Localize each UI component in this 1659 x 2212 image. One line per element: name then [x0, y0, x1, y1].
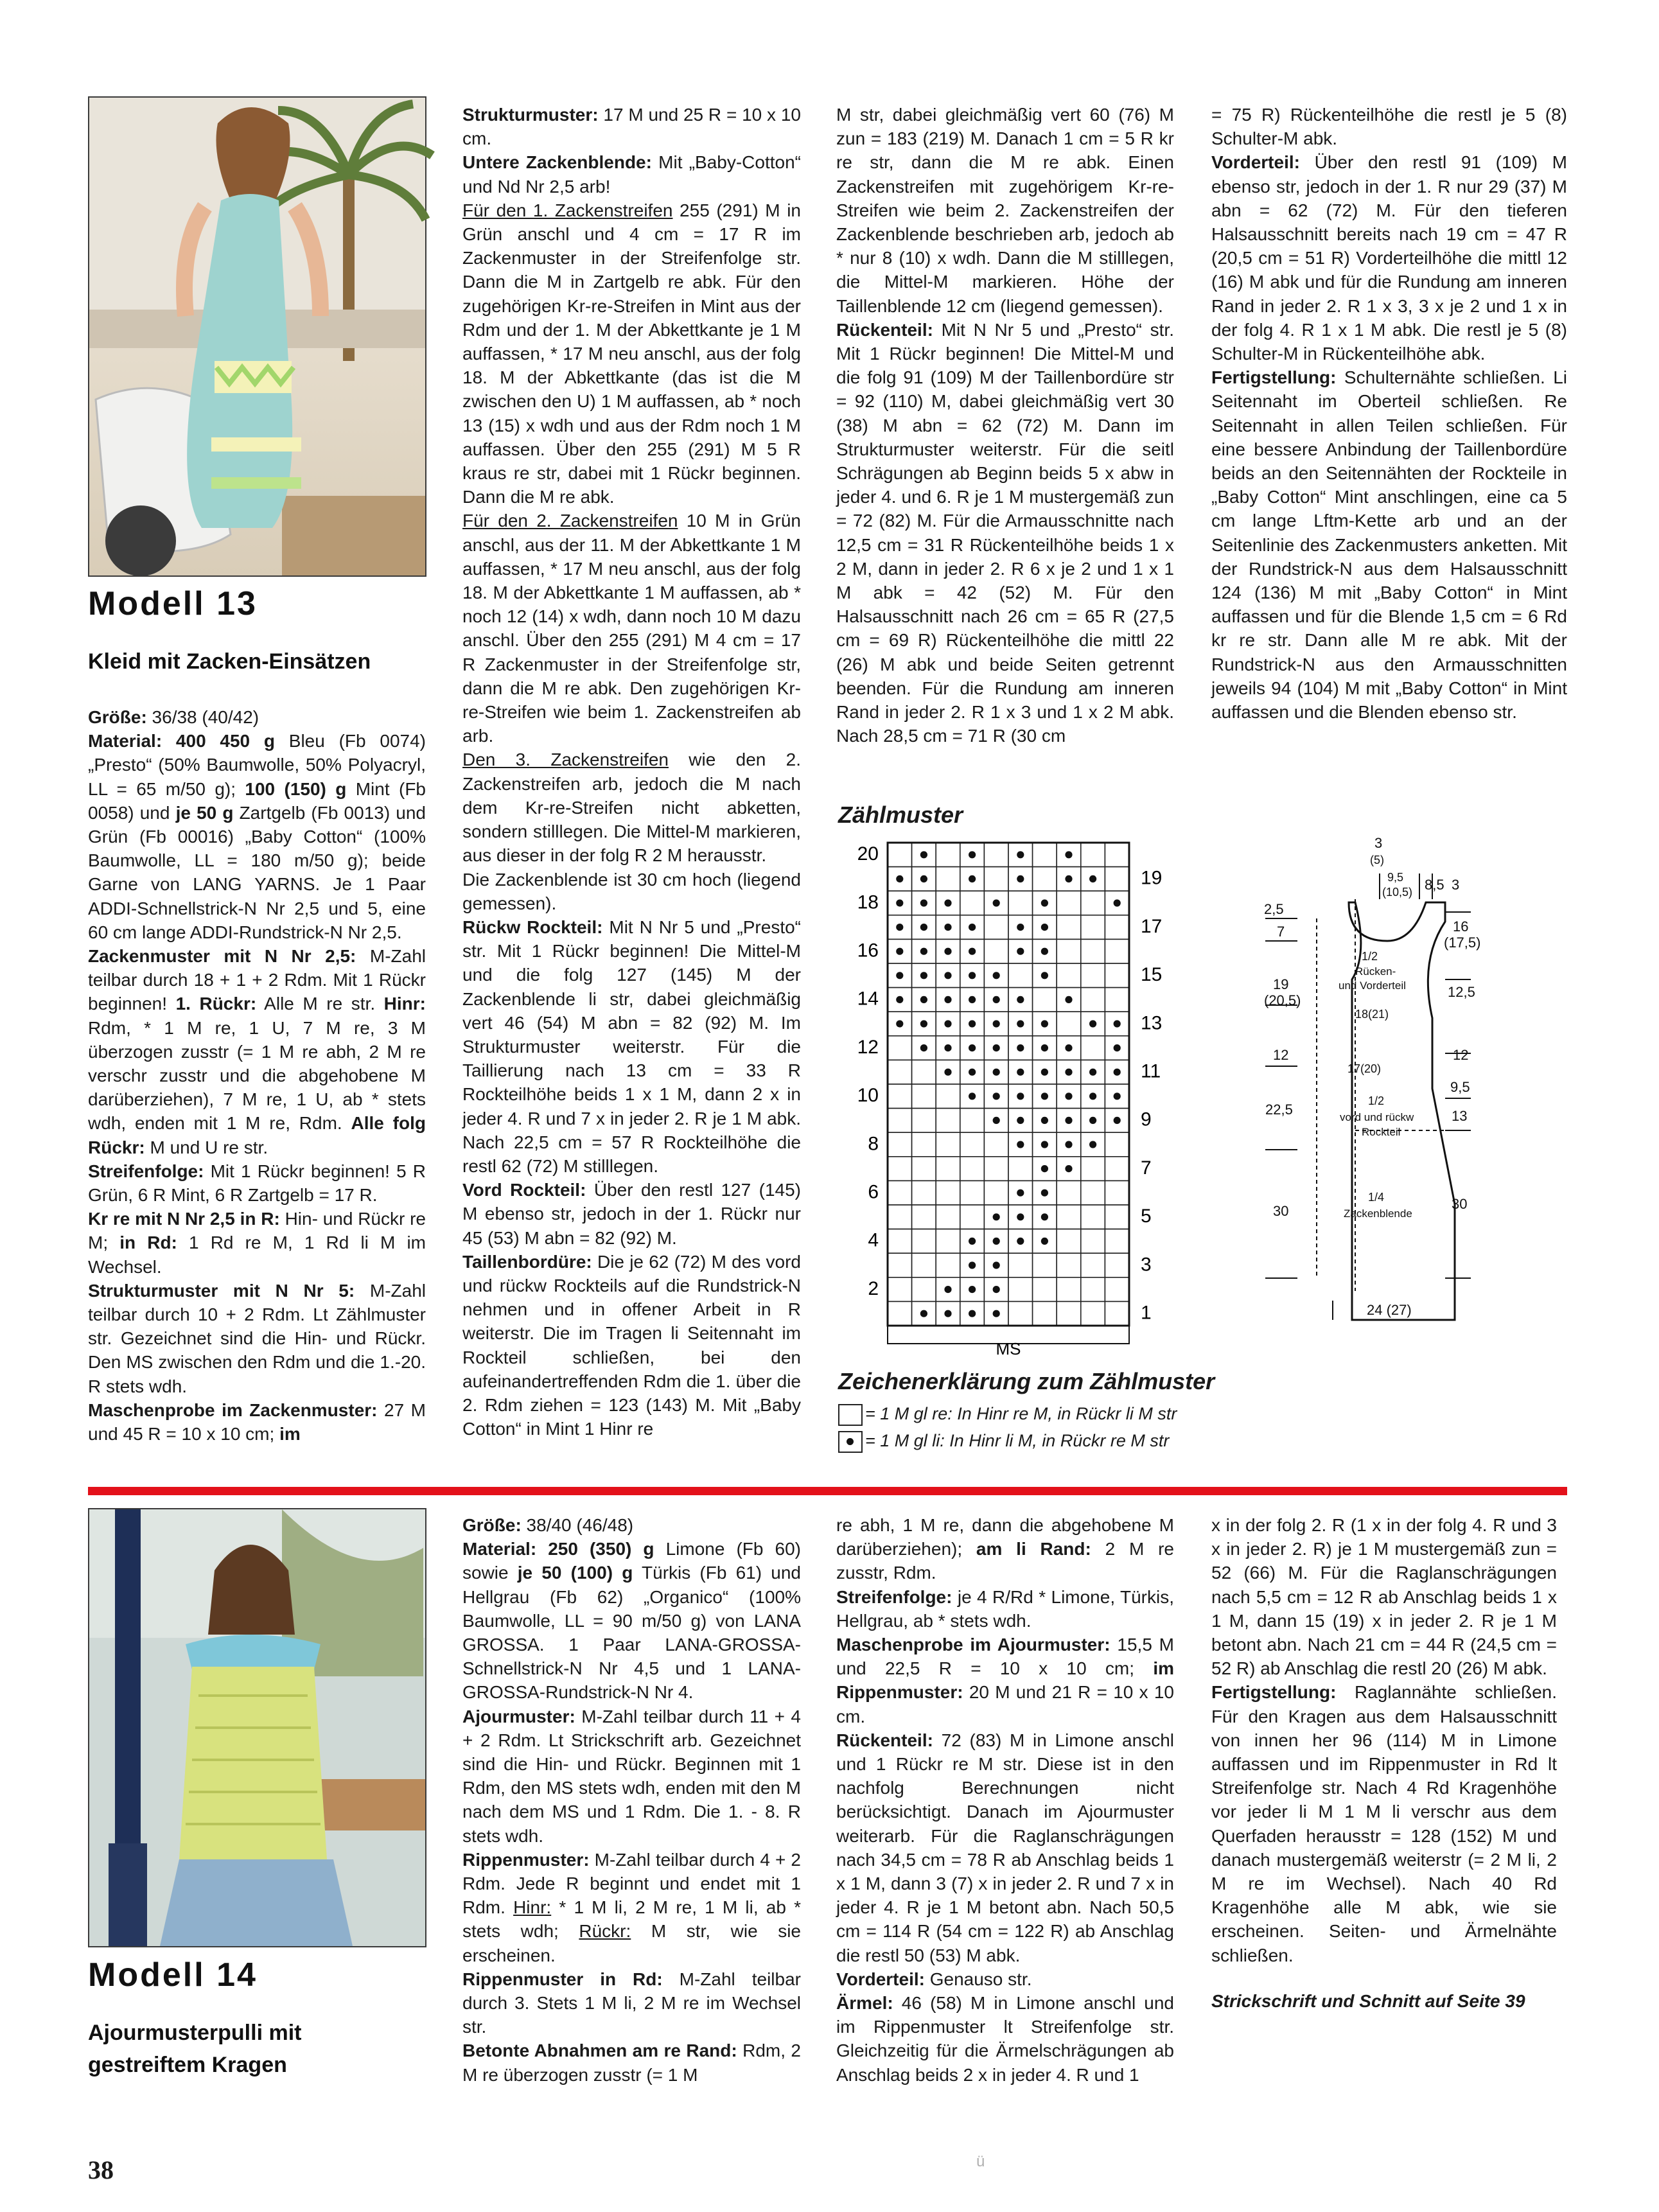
chart-dot — [1017, 1093, 1024, 1100]
chart-dot — [944, 1069, 951, 1076]
chart-cell — [936, 1132, 960, 1157]
sch-l2: 7 — [1277, 924, 1285, 940]
sch-r1b: (17,5) — [1444, 935, 1481, 951]
chart-row-label-right: 1 — [1141, 1302, 1152, 1324]
chart-cell — [1057, 1229, 1081, 1254]
sch-neck2: (10,5) — [1382, 886, 1413, 899]
chart-cell — [888, 1060, 912, 1084]
chart-dot — [896, 924, 903, 931]
model-13-text-col2: Strukturmuster: 17 M und 25 R = 10 x 10 cm. Untere Zackenblende: Mit „Baby-Cotton“ und Nd Nr 2,5 arb! Für den 1. Zackenstreifen 255 (291) M in Grün anschl und 4 cm = 17 R im Zackenmuster in der Streifenfolge str. Dann die M in Zartgelb re abk. Für den zugehörigen Kr-re-Streifen in Mint aus der Rdm und der 1. M der Abkettkante je 1 M auffassen, * 17 M neu anschl, aus der folg 18. M der Abkettkante (das ist die M zwischen den U) 1 M auffassen, ab * noch 13 (15) x wdh und aus der Rdm noch 1 M auffassen. Über den 255 (291) M 5 R kraus re str, dabei mit 1 Rückr beginnen. Dann die M re abk. Für den 2. Zackenstreifen 10 M in Grün anschl, aus der 11. M der Abkettkante 1 M auffassen, * 17 M neu anschl, aus der folg 18. M der Abkettkante 1 M auffassen, ab * noch 12 (14) x wdh, dann noch 10 M dazu anschl. Über den 255 (291) M 4 cm = 17 R Zackenmuster in der Streifenfolge str, dann die M re abk. Den zugehörigen Kr-re-Streifen wie beim 1. Zackenstreifen ab arb. Den 3. Zackenstreifen wie den 2. Zackenstreifen arb, jedoch die M nach dem Kr-re-Streifen nicht abketten, sondern stilllegen. Die Mittel-M markieren, aus dieser in der folg R 2 M herausstr. Die Zackenblende ist 30 cm hoch (liegend gemessen). Rückw Rockteil: Mit N Nr 5 und „Presto“ str. Mit 1 Rückr beginnen! Die Mittel-M und die folg 127 (145) M der Zackenblende li str, dabei gleichmäßig vert 46 (54) M abn = 82 (92) M. Im Strukturmuster weiterstr. Für die Taillierung nach 13 cm = 33 R Rockteilhöhe beids 1 x 1 M, dann 2 x in jeder 4. R und 7 x in jeder 2. R je 1 M abk. Nach 22,5 cm = 57 R Rockteilhöhe die restl 62 (72) M stilllegen. Vord Rockteil: Über den restl 127 (145) M ebenso str, jedoch in der 1. Rückr nur 45 (53) M abn = 82 (92) M. Taillenbordüre: Die je 62 (72) M des vord und rückw Rockteils auf die Rundstrick-N nehmen und in offener Arbeit in R weiterstr. Die im Tragen li Seitennaht im Rockteil schließen, bei den aufeinandertreffenden Rdm die 1. über die 2. Rdm ziehen = 123 (143) M. Mit „Baby Cotton“ in Mint 1 Hinr re — [462, 105, 802, 1439]
model-13-photo-illustration — [89, 98, 425, 575]
chart-dot — [969, 1020, 976, 1027]
chart-dot — [896, 875, 903, 882]
chart-dot — [1065, 1044, 1072, 1051]
sch-r2: 12,5 — [1448, 984, 1475, 1000]
model-13-photo — [88, 96, 426, 577]
chart-dot — [969, 924, 976, 931]
chart-cell — [888, 1301, 912, 1326]
chart-title: Zählmuster — [838, 802, 963, 828]
chart-dot — [969, 1261, 976, 1268]
sch-m1b: Rücken- — [1355, 965, 1396, 978]
chart-dot — [944, 1310, 951, 1317]
chart-cell — [1105, 1132, 1129, 1157]
chart-dot — [1041, 1141, 1048, 1148]
counting-chart — [835, 835, 1163, 1362]
chart-cell — [888, 1157, 912, 1181]
chart-cell — [960, 891, 985, 915]
sch-m4c: Rockteil — [1362, 1126, 1401, 1138]
model-13-text-col4: = 75 R) Rückenteilhöhe die restl je 5 (8) Schulter-M abk. Vorderteil: Über den restl 91 (109) M ebenso str, jedoch in der 1. R nur 29 (37) M abn = 62 (72) M. Für den tieferen Halsausschnitt bereits nach 19 cm = 47 R (20,5 cm = 51 R) Vorderteilhöhe die mittl 12 (16) M abk und für die Rundung am inneren Rand in jeder 2. R 1 x 3, 3 x je 2 und 1 x in der folg 4. R 1 x 1 M abk. Die restl je 5 (8) Schulter-M in Rückenteilhöhe abk. Fertigstellung: Schulternähte schließen. Li Seitennaht im Oberteil schließen. Re Seitennaht in allen Teilen schließen. Für eine bessere Anbindung der Taillenbordüre beids an den Seitennähten der Rockteile in „Baby Cotton“ Mint anschlingen, eine ca 5 cm lange Lftm-Kette arb und an der Seitenlinie des Zackenmusters anketten. Mit der Rundstrick-N aus dem Halsausschnitt 124 (136) M mit „Baby Cotton“ in Mint auffassen und für die Blende 1,5 cm = 6 Rd kr re str. Dann alle M re abk. Mit der Rundstrick-N aus den Armausschnitten jeweils 94 (104) M mit „Baby Cotton“ in Mint auffassen und die Blenden ebenso str. — [1211, 105, 1567, 723]
chart-dot — [969, 996, 976, 1003]
chart-dot — [896, 948, 903, 955]
chart-dot — [993, 899, 1000, 906]
chart-cell — [888, 1084, 912, 1109]
chart-row-label-left: 6 — [868, 1181, 879, 1203]
chart-dot — [969, 1310, 976, 1317]
chart-cell — [1057, 1253, 1081, 1277]
chart-cell — [1008, 891, 1033, 915]
chart-dot — [920, 1310, 927, 1317]
chart-row-label-left: 4 — [868, 1229, 879, 1251]
chart-cell — [936, 1084, 960, 1109]
chart-dot — [969, 875, 976, 882]
chart-row-label-right: 7 — [1141, 1157, 1152, 1179]
chart-cell — [912, 1277, 936, 1302]
section-divider — [88, 1487, 1567, 1495]
chart-dot — [993, 1286, 1000, 1293]
sch-m3: 17(20) — [1347, 1062, 1382, 1075]
chart-cell — [912, 1157, 936, 1181]
chart-dot — [1089, 875, 1096, 882]
chart-cell — [1081, 915, 1105, 940]
chart-dot — [993, 1020, 1000, 1027]
chart-dot — [993, 1044, 1000, 1051]
chart-row-label-left: 18 — [857, 891, 879, 913]
sch-m4b: vord und rückw — [1340, 1111, 1414, 1123]
model-13-text-col1: Größe: 36/38 (40/42) Material: 400 450 g Bleu (Fb 0074) „Presto“ (50% Baumwolle, 50% Polyacryl, LL = 65 m/50 g); 100 (150) g Mint (Fb 0058) und je 50 g Zartgelb (Fb 0013) und Grün (Fb 00016) „Baby Cotton“ (100% Baumwolle, LL = 180 m/50 g); beide Garne von LANG YARNS. Je 1 Paar ADDI-Schnellstrick-N Nr 2,5 und 5, eine 60 cm lange ADDI-Rundstrick-N Nr 2,5. Zackenmuster mit N Nr 2,5: M-Zahl teilbar durch 18 + 1 + 2 Rdm. Mit 1 Rückr beginnen! 1. Rückr: Alle M re str. Hinr: Rdm, * 1 M re, 1 U, 7 M re, 3 M überzogen zusstr (= 1 M re abh, 2 M re verschr zusstr und die abgehobene M darüberziehen), 7 M re, 1 U, ab * stets wdh, enden mit 1 M re, Rdm. Alle folg Rückr: M und U re str. Streifenfolge: Mit 1 Rückr beginnen! 5 R Grün, 6 R Mint, 6 R Zartgelb = 17 R. Kr re mit N Nr 2,5 in R: Hin- und Rückr re M; in Rd: 1 Rd re M, 1 Rd li M im Wechsel. Strukturmuster mit N Nr 5: M-Zahl teilbar durch 10 + 2 Rdm. Lt Zählmuster str. Gezeichnet sind die Hin- und Rückr. Den MS zwischen den Rdm und die 1.-20. R stets wdh. Maschenprobe im Zackenmuster: 27 M und 45 R = 10 x 10 cm; im — [88, 707, 426, 1444]
chart-cell — [1008, 1301, 1033, 1326]
chart-cell — [912, 1060, 936, 1084]
sch-r6: 30 — [1452, 1196, 1468, 1212]
sch-m5b: Zackenblende — [1344, 1207, 1412, 1220]
chart-dot — [1017, 1238, 1024, 1245]
chart-dot — [1065, 1165, 1072, 1172]
chart-row-label-right: 15 — [1141, 964, 1163, 986]
ms-label: MS — [996, 1339, 1021, 1358]
sch-l4: 12 — [1273, 1047, 1289, 1063]
chart-dot — [993, 1261, 1000, 1268]
chart-cell — [912, 1205, 936, 1229]
chart-dot — [920, 1044, 927, 1051]
empty-square-icon — [838, 1404, 863, 1426]
chart-cell — [1033, 843, 1057, 867]
chart-dot — [1114, 1117, 1121, 1124]
chart-dot — [1041, 1213, 1048, 1220]
chart-cell — [936, 1253, 960, 1277]
sch-m1c: und Vorderteil — [1339, 979, 1406, 992]
chart-row-label-right: 3 — [1141, 1254, 1152, 1276]
chart-dot — [1041, 1093, 1048, 1100]
chart-row-label-left: 2 — [868, 1277, 879, 1299]
chart-cell — [936, 867, 960, 891]
chart-dot — [1089, 1141, 1096, 1148]
sch-neck: 9,5 — [1387, 871, 1404, 884]
chart-cell — [984, 843, 1008, 867]
chart-cell — [1105, 988, 1129, 1012]
chart-dot — [920, 924, 927, 931]
chart-dot — [1017, 851, 1024, 858]
chart-cell — [888, 1132, 912, 1157]
chart-cell — [936, 1181, 960, 1205]
chart-dot — [1065, 996, 1072, 1003]
chart-dot — [1017, 875, 1024, 882]
chart-dot — [1041, 1117, 1048, 1124]
model-13-title: Modell 13 — [88, 585, 258, 622]
chart-cell — [1081, 843, 1105, 867]
chart-cell — [888, 1181, 912, 1205]
chart-cell — [912, 1132, 936, 1157]
chart-dot — [1041, 899, 1048, 906]
chart-dot — [993, 1117, 1000, 1124]
chart-row-label-left: 8 — [868, 1133, 879, 1155]
chart-dot — [1017, 1189, 1024, 1197]
chart-dot — [944, 1020, 951, 1027]
chart-cell — [1105, 867, 1129, 891]
sch-bottom: 24 (27) — [1367, 1302, 1412, 1318]
sch-top: 3 — [1374, 835, 1383, 851]
chart-dot — [944, 972, 951, 979]
legend — [838, 1400, 1177, 1454]
chart-dot — [920, 1020, 927, 1027]
chart-cell — [1033, 1253, 1057, 1277]
sch-m5: 1/4 — [1368, 1191, 1385, 1204]
chart-cell — [960, 1205, 985, 1229]
chart-dot — [993, 996, 1000, 1003]
sch-l1: 2,5 — [1264, 901, 1284, 917]
chart-cell — [1081, 1301, 1105, 1326]
chart-cell — [1081, 1157, 1105, 1181]
dress-schematic — [1259, 829, 1490, 1336]
chart-dot — [1041, 1044, 1048, 1051]
chart-dot — [1017, 948, 1024, 955]
chart-cell — [1057, 939, 1081, 963]
sch-r5: 13 — [1452, 1108, 1468, 1124]
chart-cell — [888, 1205, 912, 1229]
chart-dot — [1114, 1044, 1121, 1051]
model-13-subtitle: Kleid mit Zacken-Einsätzen — [88, 649, 371, 674]
chart-cell — [1105, 915, 1129, 940]
chart-cell — [1081, 988, 1105, 1012]
chart-dot — [896, 899, 903, 906]
chart-row-label-right: 17 — [1141, 915, 1163, 937]
chart-dot — [896, 996, 903, 1003]
chart-dot — [920, 851, 927, 858]
chart-row-label-left: 14 — [857, 988, 879, 1010]
model-14-text-col2: Größe: 38/40 (46/48) Material: 250 (350) g Limone (Fb 60) sowie je 50 (100) g Türkis (Fb 61) und Hellgrau (Fb 62) „Organico“ (100% Baumwolle, LL = 90 m/50 g) von LANA GROSSA. 1 Paar LANA-GROSSA-Schnellstrick-N Nr 4,5 und 1 LANA-GROSSA-Rundstrick-N Nr 4. Ajourmuster: M-Zahl teilbar durch 11 + 4 + 2 Rdm. Lt Strickschrift arb. Gezeichnet sind die Hin- und Rückr. Beginnen mit 1 Rdm, den MS stets wdh, enden mit den M nach dem MS und 1 Rdm. Die 1. - 8. R stets wdh. Rippenmuster: M-Zahl teilbar durch 4 + 2 Rdm. Jede R beginnt und endet mit 1 Rdm. Hinr: * 1 M li, 2 M re, 1 M li, ab * stets wdh; Rückr: M str, wie sie erscheinen. Rippenmuster in Rd: M-Zahl teilbar durch 3. Stets 1 M li, 2 M re im Wechsel str. Betonte Abnahmen am re Rand: Rdm, 2 M re überzogen zusstr (= 1 M — [462, 1515, 801, 2085]
chart-row-label-right: 5 — [1141, 1206, 1152, 1227]
model-14-photo-illustration — [89, 1509, 425, 1946]
chart-row-label-left: 16 — [857, 940, 879, 961]
chart-dot — [1017, 1020, 1024, 1027]
chart-cell — [936, 843, 960, 867]
chart-cell — [1105, 1181, 1129, 1205]
chart-dot — [1017, 1117, 1024, 1124]
chart-dot — [896, 1020, 903, 1027]
chart-dot — [1089, 1020, 1096, 1027]
chart-cell — [1057, 1301, 1081, 1326]
chart-dot — [1041, 924, 1048, 931]
chart-cell — [888, 1036, 912, 1060]
chart-cell — [1081, 1277, 1105, 1302]
chart-cell — [984, 939, 1008, 963]
sch-m4: 1/2 — [1368, 1094, 1385, 1107]
model-14-title: Modell 14 — [88, 1956, 258, 1994]
legend-empty-text: = 1 M gl re: In Hinr re M, in Rückr li M str — [865, 1404, 1177, 1423]
chart-dot — [1041, 972, 1048, 979]
chart-row-label-left: 20 — [857, 843, 879, 865]
chart-cell — [984, 867, 1008, 891]
chart-dot — [1017, 1213, 1024, 1220]
chart-cell — [936, 1205, 960, 1229]
chart-dot — [969, 1093, 976, 1100]
chart-dot — [1065, 1117, 1072, 1124]
chart-dot — [920, 996, 927, 1003]
model-14-subtitle-line1: Ajourmusterpulli mit — [88, 2021, 302, 2045]
chart-dot — [944, 899, 951, 906]
chart-dot — [1017, 1069, 1024, 1076]
sch-l6: 30 — [1273, 1203, 1289, 1219]
chart-dot — [969, 1069, 976, 1076]
chart-cell — [1105, 1157, 1129, 1181]
chart-dot — [993, 1310, 1000, 1317]
chart-dot — [944, 996, 951, 1003]
sch-r1: 16 — [1453, 918, 1469, 935]
chart-cell — [936, 1157, 960, 1181]
chart-cell — [888, 1253, 912, 1277]
chart-cell — [1105, 1301, 1129, 1326]
chart-dot — [1089, 1069, 1096, 1076]
chart-cell — [1057, 1205, 1081, 1229]
chart-cell — [912, 1181, 936, 1205]
chart-cell — [1008, 1157, 1033, 1181]
chart-cell — [1057, 963, 1081, 988]
chart-dot — [1041, 1238, 1048, 1245]
chart-dot — [969, 851, 976, 858]
chart-dot — [1114, 899, 1121, 906]
chart-dot — [1041, 1069, 1048, 1076]
chart-dot — [1017, 1044, 1024, 1051]
chart-dot — [896, 972, 903, 979]
chart-cell — [1033, 1277, 1057, 1302]
sch-m1: 1/2 — [1362, 950, 1378, 963]
chart-dot — [1065, 851, 1072, 858]
chart-cell — [888, 843, 912, 867]
model-14-photo — [88, 1508, 426, 1947]
chart-cell — [1105, 963, 1129, 988]
chart-dot — [993, 1213, 1000, 1220]
chart-dot — [993, 1069, 1000, 1076]
chart-cell — [1081, 1181, 1105, 1205]
chart-dot — [969, 1044, 976, 1051]
legend-row-dot — [838, 1427, 1177, 1454]
chart-cell — [1033, 1301, 1057, 1326]
chart-dot — [920, 972, 927, 979]
footer-mark: ü — [976, 2153, 985, 2170]
model-14-text-col3: re abh, 1 M re, dann die abgehobene M darüberziehen); am li Rand: 2 M re zusstr, Rdm. Streifenfolge: je 4 R/Rd * Limone, Türkis, Hellgrau, ab * stets wdh. Maschenprobe im Ajourmuster: 15,5 M und 22,5 R = 10 x 10 cm; im Rippenmuster: 20 M und 21 R = 10 x 10 cm. Rückenteil: 72 (83) M in Limone anschl und 1 Rückr re M str. Diese ist in den nachfolg Berechnungen nicht berücksichtigt. Danach im Ajourmuster weiterarb. Für die Raglanschrägungen nach 34,5 cm = 78 R ab Anschlag beids 1 x 1 M, dann 3 (7) x in jeder 2. R und 7 x in jeder 4. R je 1 M betont abn. Nach 50,5 cm = 114 R (54 cm = 122 R) ab Anschlag die restl 50 (53) M abk. Vorderteil: Genauso str. Ärmel: 46 (58) M in Limone anschl und im Rippenmuster lt Streifenfolge str. Gleichzeitig für die Ärmelschrägungen ab Anschlag beids 2 x in jeder 4. R und 1 — [836, 1515, 1174, 2085]
chart-cell — [960, 1132, 985, 1157]
chart-dot — [1041, 1165, 1048, 1172]
chart-dot — [944, 924, 951, 931]
chart-cell — [1105, 843, 1129, 867]
chart-cell — [1033, 988, 1057, 1012]
chart-cell — [936, 1109, 960, 1133]
chart-cell — [1057, 915, 1081, 940]
chart-cell — [984, 1157, 1008, 1181]
chart-dot — [1089, 1117, 1096, 1124]
model-14-text-col4: x in der folg 2. R (1 x in der folg 4. R und 3 x in jeder 2. R) je 1 M mustergemäß zun = 52 (66) M. Für die Raglanschrägungen nach 5,5 cm = 12 R ab Anschlag beids 1 x 1 M, dann 15 (19) x in jeder 2. R je 1 M betont abn. Nach 21 cm = 44 R (24,5 cm = 52 R) ab Anschlag die restl 20 (26) M abk. Fertigstellung: Raglannähte schließen. Für den Kragen aus dem Halsausschnitt von innen her 96 (114) M in Limone auffassen und im Rippenmuster in Rd lt Streifenfolge str. Nach 4 Rd Kragenhöhe vor jeder li M 1 M li verschr aus dem Querfaden herausstr = 128 (152) M und danach mustergemäß weiterstr (= 2 M li, 2 M re im Wechsel). Nach 40 Rd Kragenhöhe alle M abk, wie sie erscheinen. Seiten- und Ärmelnähte schließen. Strickschrift und Schnitt auf Seite 39 — [1211, 1515, 1557, 2011]
chart-dot — [1017, 1141, 1024, 1148]
chart-dot — [993, 972, 1000, 979]
chart-cell — [1105, 1229, 1129, 1254]
chart-row-label-left: 10 — [857, 1085, 879, 1107]
chart-dot — [1017, 996, 1024, 1003]
chart-cell — [1105, 1277, 1129, 1302]
chart-cell — [1105, 939, 1129, 963]
sch-m2: 18(21) — [1355, 1008, 1389, 1021]
chart-cell — [1105, 1253, 1129, 1277]
sch-shoulder2: 3 — [1452, 877, 1460, 893]
sch-r4: 9,5 — [1450, 1079, 1470, 1095]
chart-cell — [1008, 1277, 1033, 1302]
chart-cell — [936, 1229, 960, 1254]
chart-cell — [984, 915, 1008, 940]
chart-cell — [984, 1132, 1008, 1157]
legend-title: Zeichenerklärung zum Zählmuster — [838, 1368, 1215, 1394]
chart-cell — [1081, 1229, 1105, 1254]
model-14-subtitle — [88, 2017, 301, 2081]
chart-dot — [1065, 875, 1072, 882]
chart-dot — [1089, 1093, 1096, 1100]
chart-dot — [1041, 948, 1048, 955]
chart-dot — [1114, 1093, 1121, 1100]
chart-cell — [1057, 1181, 1081, 1205]
chart-cell — [1081, 1205, 1105, 1229]
model-14-subtitle-line2: gestreiftem Kragen — [88, 2053, 287, 2077]
model-13-text-col3: M str, dabei gleichmäßig vert 60 (76) M zun = 183 (219) M. Danach 1 cm = 5 R kr re str, dann die M re abk. Einen Zackenstreifen mit zugehörigem Kr-re-Streifen wie beim 2. Zackenstreifen der Zackenblende beschrieben arb, jedoch ab * nur 8 (10) x wdh. Dann die M stilllegen, die Mittel-M markieren. Höhe der Taillenblende 12 cm (liegend gemessen). Rückenteil: Mit N Nr 5 und „Presto“ str. Mit 1 Rückr beginnen! Die Mittel-M und die folg 91 (109) M der Taillenbordüre str = 92 (110) M, dabei gleichmäßig vert 30 (38) M abn = 62 (72) M. Dann im Strukturmuster weiterstr. Für die seitl Schrägungen ab Beginn beids 5 x abw in jeder 4. und 6. R je 1 M mustergemäß zun = 72 (82) M. Für die Armausschnitte nach 12,5 cm = 31 R Rückenteilhöhe beids 1 x 2 M, dann in jeder 2. R 6 x je 2 und 1 x 1 M abk = 42 (52) M. Für den Halsausschnitt nach 26 cm = 65 R (27,5 cm = 69 R) Rückenteilhöhe die mittl 22 (26) M abk und beide Seiten getrennt beenden. Für die Rundung am inneren Rand in jeder 2. R 1 x 3 und 1 x 2 M abk. Nach 28,5 cm = 71 R (30 cm — [836, 105, 1174, 746]
chart-dot — [1041, 1020, 1048, 1027]
chart-cell — [1081, 1253, 1105, 1277]
chart-cell — [1008, 963, 1033, 988]
sch-l3: 19 — [1273, 976, 1289, 992]
chart-cell — [1081, 963, 1105, 988]
chart-row-label-right: 9 — [1141, 1109, 1152, 1130]
chart-cell — [1105, 1205, 1129, 1229]
chart-dot — [1041, 1189, 1048, 1197]
sch-r3: 12 — [1453, 1047, 1469, 1063]
chart-cell — [960, 1181, 985, 1205]
chart-cell — [984, 1181, 1008, 1205]
chart-dot — [993, 1093, 1000, 1100]
chart-dot — [969, 1238, 976, 1245]
chart-cell — [1081, 939, 1105, 963]
chart-dot — [969, 972, 976, 979]
dot-square-icon — [838, 1431, 863, 1453]
chart-dot — [1065, 1141, 1072, 1148]
schematic-dashes — [1317, 899, 1458, 1291]
legend-dot-text: = 1 M gl li: In Hinr li M, in Rückr re M str — [865, 1431, 1170, 1450]
sch-shoulder: 8,5 — [1425, 877, 1444, 893]
legend-row-empty — [838, 1400, 1177, 1427]
chart-row-label-left: 12 — [857, 1036, 879, 1058]
chart-cell — [912, 1229, 936, 1254]
chart-dot — [993, 1238, 1000, 1245]
chart-cell — [960, 1109, 985, 1133]
sch-l5: 22,5 — [1265, 1102, 1293, 1118]
chart-dot — [1114, 1020, 1121, 1027]
chart-cell — [912, 1253, 936, 1277]
chart-dot — [920, 899, 927, 906]
chart-dot — [944, 1286, 951, 1293]
chart-dot — [1065, 1093, 1072, 1100]
chart-cell — [1057, 891, 1081, 915]
chart-cell — [1081, 1036, 1105, 1060]
chart-cell — [912, 1109, 936, 1133]
chart-cell — [888, 1277, 912, 1302]
chart-row-label-right: 19 — [1141, 867, 1163, 889]
chart-dot — [944, 948, 951, 955]
chart-dot — [920, 875, 927, 882]
chart-cell — [912, 1084, 936, 1109]
chart-dot — [969, 948, 976, 955]
chart-cell — [888, 1229, 912, 1254]
chart-dot — [1114, 1069, 1121, 1076]
chart-dot — [1065, 1069, 1072, 1076]
chart-cell — [1008, 1253, 1033, 1277]
chart-dot — [920, 948, 927, 955]
chart-cell — [960, 1157, 985, 1181]
chart-cell — [1057, 1277, 1081, 1302]
chart-cell — [1033, 867, 1057, 891]
chart-dot — [969, 1286, 976, 1293]
page-number: 38 — [88, 2155, 114, 2184]
sch-top2: (5) — [1370, 854, 1384, 866]
chart-row-label-right: 13 — [1141, 1012, 1163, 1034]
chart-dot — [1017, 924, 1024, 931]
chart-dot — [944, 1044, 951, 1051]
chart-row-label-right: 11 — [1141, 1060, 1161, 1082]
chart-cell — [1081, 891, 1105, 915]
chart-cell — [1057, 1012, 1081, 1036]
sch-l3b: (20,5) — [1264, 992, 1301, 1008]
chart-cell — [888, 1109, 912, 1133]
